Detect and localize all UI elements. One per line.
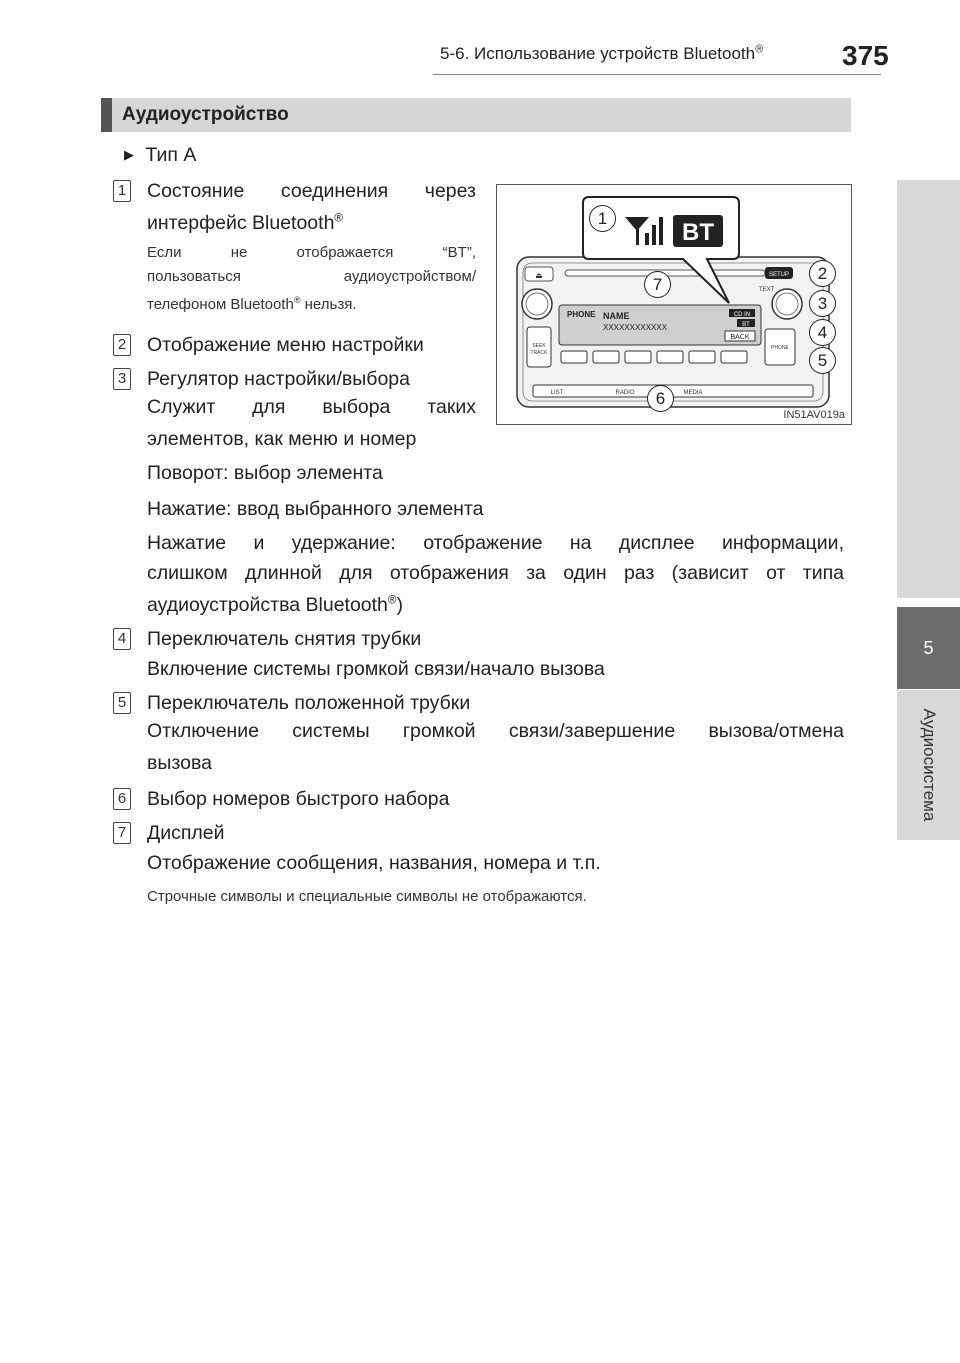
item-3-desc-line7: аудиоустройства Bluetooth®) <box>147 593 404 616</box>
item-1-title-line2: интерфейс Bluetooth® <box>147 211 344 234</box>
item-1-note-line3: телефоном Bluetooth® нельзя. <box>147 295 357 313</box>
item-3-desc-line4: Нажатие: ввод выбранного элемента <box>147 498 484 520</box>
track-label: TRACK <box>530 350 548 356</box>
callout-7: 7 <box>644 271 671 298</box>
audio-unit-illustration <box>497 185 851 424</box>
running-header-title: 5-6. Использование устройств Bluetooth® <box>440 43 764 63</box>
svg-text:⏏: ⏏ <box>535 271 543 280</box>
item-7-note: Строчные символы и специальные символы не отображаются. <box>147 888 587 905</box>
item-5-desc-line1: Отключение системы громкой связи/завершение вызова/отмена <box>147 720 844 742</box>
item-3-desc-line5: Нажатие и удержание: отображение на дисплее информации, <box>147 532 844 554</box>
figure-code: IN51AV019a <box>783 409 845 421</box>
chapter-tab-background <box>897 180 960 598</box>
callout-2: 2 <box>809 260 836 287</box>
item-number-1-icon: 1 <box>113 180 131 202</box>
item-3-title: Регулятор настройки/выбора <box>147 368 410 390</box>
seek-label: SEEK <box>532 343 546 349</box>
item-3-desc-line6: слишком длинной для отображения за один раз (зависит от типа <box>147 562 844 584</box>
item-number-4-icon: 4 <box>113 628 131 650</box>
display-bt-text: BT <box>742 322 750 328</box>
text-button-label: TEXT <box>759 287 775 293</box>
item-4-desc: Включение системы громкой связи/начало вызова <box>147 658 605 680</box>
header-rule <box>433 74 881 75</box>
item-6-title: Выбор номеров быстрого набора <box>147 788 450 810</box>
phone-button-label: PHONE <box>771 345 789 351</box>
page-number: 375 <box>842 40 889 71</box>
item-2-title: Отображение меню настройки <box>147 334 424 356</box>
media-button-label: MEDIA <box>683 390 703 396</box>
list-button-label: LIST <box>550 390 564 396</box>
setup-button-label: SETUP <box>768 272 790 278</box>
item-number-5-icon: 5 <box>113 692 131 714</box>
item-1-note-line2: пользоваться аудиоустройством/ <box>147 268 476 285</box>
callout-5: 5 <box>809 347 836 374</box>
item-number-6-icon: 6 <box>113 788 131 810</box>
callout-3: 3 <box>809 290 836 317</box>
triangle-bullet-icon: ▶ <box>124 147 134 162</box>
item-7-desc: Отображение сообщения, названия, номера и т.п. <box>147 852 601 874</box>
display-name-text: NAME <box>603 311 630 321</box>
item-number-3-icon: 3 <box>113 368 131 390</box>
display-number-text: XXXXXXXXXXXX <box>603 323 668 332</box>
item-1-note-line1: Если не отображается “BT”, <box>147 244 476 261</box>
callout-6: 6 <box>647 385 674 412</box>
item-number-7-icon: 7 <box>113 822 131 844</box>
chapter-tab-name: Аудиосистема <box>897 690 960 840</box>
callout-4: 4 <box>809 319 836 346</box>
chapter-tab-number: 5 <box>897 607 960 689</box>
item-3-desc-line1: Служит для выбора таких <box>147 396 476 418</box>
item-1-title-line1: Состояние соединения через <box>147 180 476 202</box>
item-5-desc-line2: вызова <box>147 752 212 774</box>
display-phone-text: PHONE <box>567 310 596 319</box>
item-3-desc-line3: Поворот: выбор элемента <box>147 462 383 484</box>
callout-1: 1 <box>589 205 616 232</box>
item-number-2-icon: 2 <box>113 334 131 356</box>
type-label: ▶ Тип А <box>124 144 197 166</box>
section-heading: Аудиоустройство <box>101 98 851 132</box>
bt-indicator-text: BT <box>682 219 714 246</box>
display-cdin-text: CD IN <box>733 312 751 318</box>
radio-button-label: RADIO <box>615 390 635 396</box>
item-4-title: Переключатель снятия трубки <box>147 628 422 650</box>
audio-unit-figure <box>496 184 852 425</box>
item-5-title: Переключатель положенной трубки <box>147 692 471 714</box>
item-7-title: Дисплей <box>147 822 225 844</box>
item-3-desc-line2: элементов, как меню и номер <box>147 428 417 450</box>
display-back-text: BACK <box>730 334 750 341</box>
